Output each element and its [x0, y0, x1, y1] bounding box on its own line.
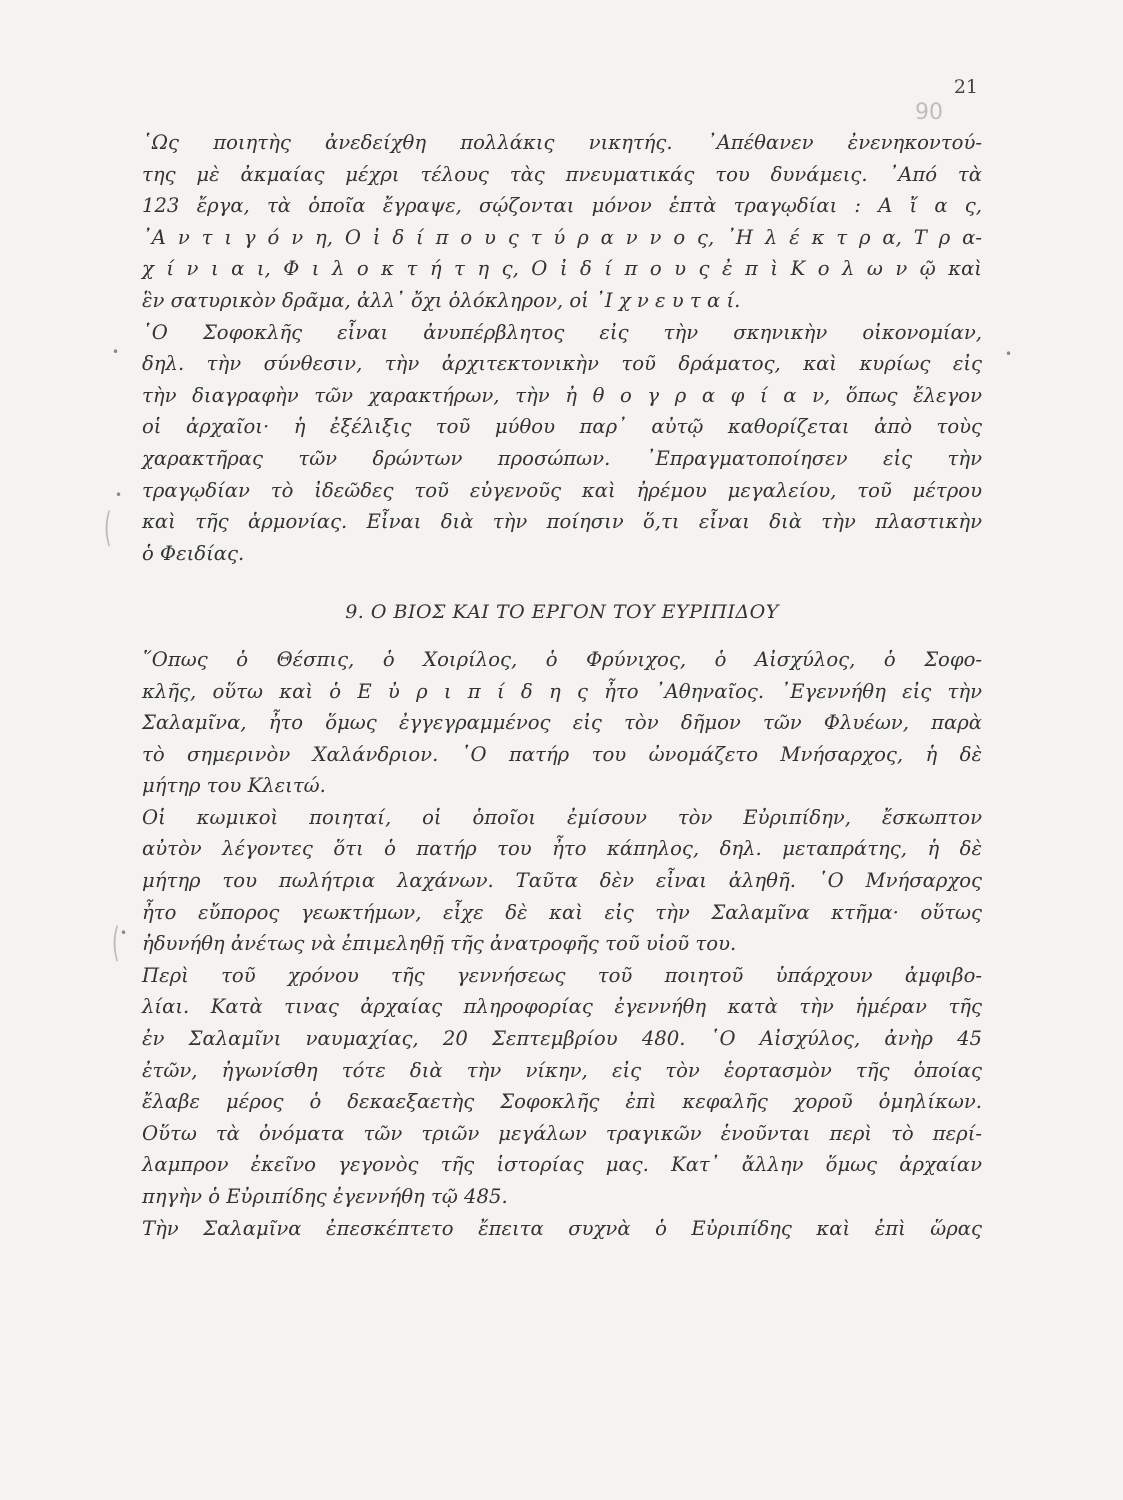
text-line: Τὴν Σαλαμῖνα ἐπεσκέπτετο ἔπειτα συχνὰ ὁ Εὐριπίδης καὶ ἐπὶ ὥρας — [142, 1216, 982, 1240]
text-line: ὁ Φειδίας. — [142, 541, 245, 565]
paragraph — [142, 127, 982, 317]
margin-dot: • — [120, 926, 128, 940]
text-line: καὶ τῆς ἁρμονίας. Εἶναι διὰ τὴν ποίησιν ὅ,τι εἶναι διὰ τὴν πλαστικὴν — [142, 510, 982, 534]
text-line: λαμπρον ἐκεῖνο γεγονὸς τῆς ἱστορίας μας. Κατ᾿ ἄλλην ὅμως ἀρχαίαν — [142, 1153, 982, 1177]
text-line: τὸ σημερινὸν Χαλάνδριον. ῾Ο πατήρ του ὠνομάζετο Μνήσαρχος, ἡ δὲ — [142, 742, 982, 766]
text-line: της μὲ ἀκμαίας μέχρι τέλους τὰς πνευματικάς του δυνάμεις. ᾿Από τὰ — [142, 162, 982, 186]
margin-dot: • — [112, 345, 120, 359]
text-line: ἐν Σαλαμῖνι ναυμαχίας, 20 Σεπτεμβρίου 480. ῾Ο Αἰσχύλος, ἀνὴρ 45 — [142, 1027, 982, 1051]
text-line: λίαι. Κατὰ τινας ἀρχαίας πληροφορίας ἐγεννήθη κατὰ τὴν ἡμέραν τῆς — [142, 995, 982, 1019]
text-line: ῞Οπως ὁ Θέσπις, ὁ Χοιρίλος, ὁ Φρύνιχος, ὁ Αἰσχύλος, ὁ Σοφο- — [142, 647, 982, 671]
text-line: Περὶ τοῦ χρόνου τῆς γεννήσεως τοῦ ποιητοῦ ὑπάρχουν ἀμφιβο- — [142, 963, 982, 987]
text-line: ῾Ο Σοφοκλῆς εἶναι ἀνυπέρβλητος εἰς τὴν σκηνικὴν οἰκονομίαν, — [142, 320, 982, 344]
text-line: αὐτὸν λέγοντες ὅτι ὁ πατήρ του ἦτο κάπηλος, δηλ. μεταπράτης, ἡ δὲ — [142, 837, 982, 861]
text-line: Οἱ κωμικοὶ ποιηταί, οἱ ὁποῖοι ἐμίσουν τὸν Εὐριπίδην, ἔσκωπτον — [142, 805, 982, 829]
section-heading: 9. Ο ΒΙΟΣ ΚΑΙ ΤΟ ΕΡΓΟΝ ΤΟΥ ΕΥΡΙΠΙΔΟΥ — [345, 601, 779, 624]
margin-pencil-note: 90 — [915, 100, 943, 125]
text-line: κλῆς, οὕτω καὶ ὁ Ε ὐ ρ ι π ί δ η ς ἦτο ᾿Αθηναῖος. ᾿Εγεννήθη εἰς τὴν — [142, 679, 982, 703]
text-line: ᾿Α ν τ ι γ ό ν η, Ο ἰ δ ί π ο υ ς τ ύ ρ α ν ν ο ς, ᾿Η λ έ κ τ ρ α, Τ ρ α- — [142, 225, 982, 249]
paragraph — [142, 1213, 982, 1245]
paragraph — [142, 317, 982, 570]
text-line: ἓν σατυρικὸν δρᾶμα, ἀλλ᾿ ὄχι ὁλόκληρον, οἱ ᾿Ι χ ν ε υ τ α ί. — [142, 288, 741, 312]
text-line: ῾Ως ποιητὴς ἀνεδείχθη πολλάκις νικητής. ᾿Απέθανεν ἐνενηκοντού- — [142, 131, 982, 154]
text-line: Σαλαμῖνα, ἦτο ὅμως ἐγγεγραμμένος εἰς τὸν δῆμον τῶν Φλυέων, παρὰ — [142, 711, 982, 735]
page-number: 21 — [953, 76, 978, 98]
text-line: τραγῳδίαν τὸ ἰδεῶδες τοῦ εὐγενοῦς καὶ ἠρέμου μεγαλείου, τοῦ μέτρου — [142, 478, 982, 502]
paragraph — [142, 960, 982, 1213]
text-line: μήτηρ του Κλειτώ. — [142, 774, 326, 798]
margin-dot: • — [115, 488, 123, 502]
text-line: Οὕτω τὰ ὀνόματα τῶν τριῶν μεγάλων τραγικῶν ἑνοῦνται περὶ τὸ περί- — [142, 1121, 982, 1145]
text-line: τὴν διαγραφὴν τῶν χαρακτήρων, τὴν ἠ θ ο γ ρ α φ ί α ν, ὅπως ἔλεγον — [142, 383, 982, 407]
text-line: χ ί ν ι α ι, Φ ι λ ο κ τ ή τ η ς, Ο ἰ δ ί π ο υ ς ἐ π ὶ Κ ο λ ω ν ῷ καὶ — [142, 257, 982, 281]
text-line: ἦτο εὔπορος γεωκτήμων, εἶχε δὲ καὶ εἰς τὴν Σαλαμῖνα κτῆμα· οὕτως — [142, 900, 982, 924]
text-line: πηγὴν ὁ Εὐριπίδης ἐγεννήθη τῷ 485. — [142, 1185, 508, 1208]
margin-pencil-bracket: ( — [111, 920, 120, 966]
margin-dot: • — [1005, 347, 1013, 361]
text-line: δηλ. τὴν σύνθεσιν, τὴν ἀρχιτεκτονικὴν τοῦ δράματος, καὶ κυρίως εἰς — [142, 352, 982, 376]
text-line: ἐτῶν, ἠγωνίσθη τότε διὰ τὴν νίκην, εἰς τὸν ἑορτασμὸν τῆς ὁποίας — [142, 1058, 982, 1082]
margin-pencil-bracket: ( — [103, 505, 112, 551]
text-line: μήτηρ του πωλήτρια λαχάνων. Ταῦτα δὲν εἶναι ἀληθῆ. ῾Ο Μνήσαρχος — [142, 869, 982, 893]
body-text — [142, 127, 982, 1244]
text-line: χαρακτῆρας τῶν δρώντων προσώπων. ᾿Επραγματοποίησεν εἰς τὴν — [142, 446, 982, 470]
paragraph — [142, 644, 982, 802]
text-line: ἠδυνήθη ἀνέτως νὰ ἐπιμεληθῇ τῆς ἀνατροφῆς τοῦ υἱοῦ του. — [142, 932, 737, 956]
paragraph — [142, 802, 982, 960]
text-line: οἱ ἀρχαῖοι· ἡ ἐξέλιξις τοῦ μύθου παρ᾿ αὐτῷ καθορίζεται ἀπὸ τοὺς — [142, 415, 982, 439]
text-line: ἔλαβε μέρος ὁ δεκαεξαετὴς Σοφοκλῆς ἐπὶ κεφαλῆς χοροῦ ὁμηλίκων. — [142, 1090, 982, 1114]
text-line: 123 ἔργα, τὰ ὁποῖα ἔγραψε, σῴζονται μόνον ἑπτὰ τραγῳδίαι : Α ἴ α ς, — [142, 194, 982, 218]
